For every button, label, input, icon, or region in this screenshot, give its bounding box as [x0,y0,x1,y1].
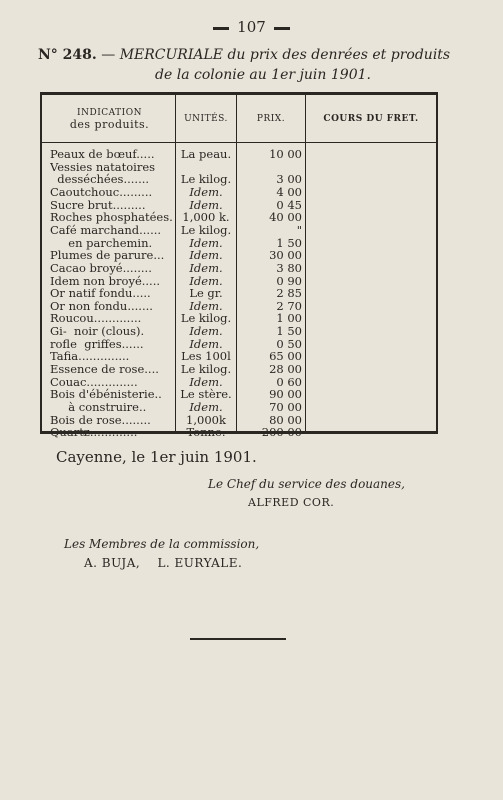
table-row [40,388,438,402]
product-name: Idem non broyé..... [50,274,161,288]
table-row [40,173,438,187]
table-row [40,300,438,314]
chef-title: Le Chef du service des douanes, [208,477,405,491]
product-unit: Idem. [189,235,223,250]
product-price: 1 50 [276,235,302,250]
document-subtitle: de la colonie au 1er juin 1901. [155,67,371,83]
table-row [40,211,438,225]
product-unit: Le gr. [189,286,223,301]
table-row [40,262,438,276]
table-row [40,224,438,238]
product-name: Vessies natatoires [50,160,156,174]
product-price: 1 50 [276,324,302,339]
product-name: Peaux de bœuf..... [50,148,155,161]
product-price: 28 00 [269,362,302,377]
product-name: rofle griffes...... [50,337,144,351]
product-price: 40 00 [269,210,302,225]
document-title: MERCURIALE du prix des denrées et produits [119,47,451,63]
table-row [40,350,438,364]
product-price: 0 50 [276,336,302,351]
product-name: Cacao broyé........ [50,261,152,275]
product-name: Bois d'ébénisterie.. [50,388,162,402]
table-row [40,426,438,440]
table-row [40,338,438,352]
header-unites: UNITÉS. [184,114,228,124]
product-unit: La peau. [180,147,232,161]
product-unit: Idem. [189,298,223,313]
product-unit: Idem. [189,400,223,414]
product-unit: Idem. [189,248,223,263]
product-name: Caoutchouc......... [50,185,153,199]
chef-signature: ALFRED COR. [248,496,335,509]
product-unit: Idem. [189,336,223,351]
product-price: 0 45 [276,197,302,212]
heading-dash: — [101,47,120,63]
header-indication [44,108,175,131]
header-separator [42,142,436,143]
product-price: 2 85 [276,286,302,301]
table-row [40,325,438,339]
header-prix: PRIX. [256,114,286,124]
product-price: 3 00 [276,172,302,187]
product-unit: Le kilog. [180,172,232,187]
page-number-dash-right [274,27,290,30]
product-name: Essence de rose.... [50,363,159,377]
product-price: 90 00 [269,387,302,402]
document-number: N° 248. [38,47,97,63]
product-name: Or non fondu....... [50,299,153,313]
product-name: Bois de rose........ [50,413,151,427]
page-number-dash-left [213,27,229,30]
product-unit: Le stère. [180,387,232,402]
commission-signatures: A. BUJA, L. EURYALE. [84,556,243,570]
product-name: Café marchand...... [50,223,162,237]
product-price: 200 00 [261,425,302,440]
product-price: 65 00 [269,349,302,364]
table-row [40,199,438,213]
page-number [0,18,503,36]
table-row [40,275,438,289]
product-unit: 1,000 k. [182,210,230,225]
table-row [40,161,438,175]
product-price: 4 00 [276,184,302,199]
table-row [40,287,438,301]
document-heading [38,45,478,85]
header-indication-line2: des produits. [69,118,150,131]
product-unit: Idem. [189,374,223,389]
product-price: " [296,222,302,237]
table-top-border [40,92,438,95]
product-price: 0 90 [276,273,302,288]
place-date: Cayenne, le 1er juin 1901. [56,448,257,466]
product-name: Roches phosphatées. [50,211,173,225]
table-row [40,414,438,428]
product-price: 10 00 [269,147,302,161]
product-name: Plumes de parure... [50,249,165,263]
table-row [40,148,438,162]
product-price: 0 60 [276,374,302,389]
product-name: en parchemin. [50,236,153,250]
product-price: 2 70 [276,298,302,313]
product-price: 80 00 [269,412,302,427]
bottom-rule [190,638,286,640]
product-unit: Idem. [189,273,223,288]
product-unit: 1,000k [186,412,226,427]
product-price: 1 00 [276,311,302,326]
page-number-text: 107 [237,18,266,36]
table-row [40,401,438,415]
product-name: Or natif fondu..... [50,287,151,301]
commission-title: Les Membres de la commission, [64,537,260,551]
product-unit: Idem. [189,197,223,212]
product-unit: Idem. [189,260,223,275]
table-row [40,376,438,390]
product-unit: Idem. [189,184,223,199]
product-unit: Le kilog. [180,222,232,237]
product-unit: Le kilog. [180,311,232,326]
product-name: Sucre brut......... [50,198,146,212]
product-price: 30 00 [269,248,302,263]
product-name: desséchées....... [50,173,150,187]
product-name: Gi- noir (clous). [50,325,145,339]
table-row [40,312,438,326]
product-name: à construire.. [50,401,147,414]
product-unit: Idem. [189,324,223,339]
product-name: Roucou............. [50,312,142,326]
price-table [40,92,438,440]
table-row [40,237,438,251]
table-row [40,249,438,263]
product-name: Couac.............. [50,375,138,389]
header-indication-line1: INDICATION [77,108,142,118]
product-price: 70 00 [269,400,302,414]
header-fret: COURS DU FRET. [323,114,419,124]
product-price: 3 80 [276,260,302,275]
product-unit: Les 100l [181,349,231,364]
product-unit: Le kilog. [180,362,232,377]
product-unit: Tonne. [186,425,226,440]
table-row [40,186,438,200]
table-row [40,363,438,377]
product-name: Quartz............. [50,426,138,440]
product-name: Tafia.............. [50,350,130,364]
